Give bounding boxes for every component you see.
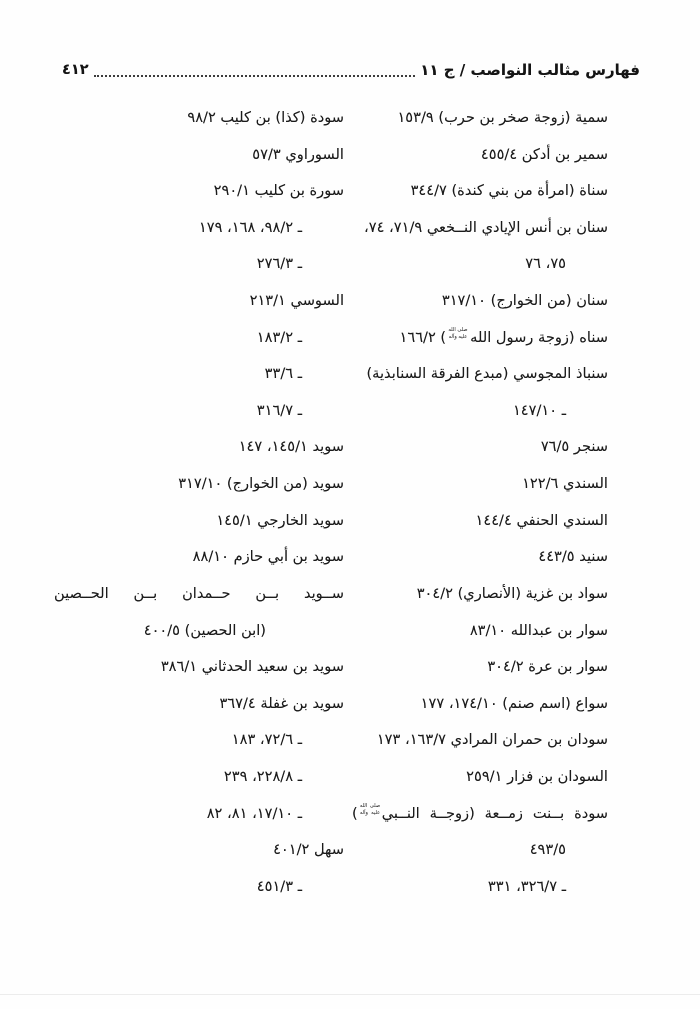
- index-entry: [352, 466, 608, 503]
- entry-text: سمية (زوجة صخر بن حرب) ١٥٣/٩: [397, 109, 608, 126]
- entry-text: سنان (من الخوارج) ٣١٧/١٠: [441, 292, 608, 310]
- index-entry-continuation: [54, 796, 344, 833]
- entry-refs: ـ ٢٢٨/٨، ٢٣٩: [223, 767, 302, 785]
- entry-refs: ـ ١٤٧/١٠: [512, 401, 566, 419]
- entry-text: سواع (اسم صنم) ١٧٤/١٠، ١٧٧: [420, 694, 608, 712]
- index-entry: [352, 429, 608, 466]
- index-entry: [352, 759, 608, 796]
- index-entry: [352, 503, 608, 540]
- entry-text: سودة بــنت زمــعة (زوجــة النــبي: [381, 804, 608, 822]
- index-entry-continuation: [54, 246, 344, 283]
- index-entry-continuation: [54, 759, 344, 796]
- index-entry: [54, 137, 344, 174]
- index-entry-continuation: [352, 246, 608, 283]
- entry-text: ): [352, 804, 358, 822]
- entry-text: سويد الخارجي ١٤٥/١: [216, 511, 344, 529]
- index-entry: [352, 283, 608, 320]
- index-entry-continuation: [54, 356, 344, 393]
- entry-text: سنباذ المجوسي (مبدع الفرقة السنابذية): [366, 365, 608, 383]
- entry-text: سورة بن كليب ٢٩٠/١: [213, 182, 344, 200]
- entry-text: سويد ١٤٥/١، ١٤٧: [238, 438, 344, 456]
- index-entry-continuation: [352, 832, 608, 869]
- index-entry-continuation: [54, 722, 344, 759]
- page-header: [62, 56, 640, 82]
- entry-text: سويد بن غفلة ٣٦٧/٤: [219, 694, 344, 712]
- index-entry: [352, 356, 608, 393]
- entry-refs: ـ ١٨٣/٢: [256, 328, 302, 346]
- index-entry: [54, 100, 344, 137]
- entry-text: سودان بن حمران المرادي ١٦٣/٧، ١٧٣: [376, 731, 608, 749]
- index-entry-continuation: [54, 869, 344, 906]
- entry-text: سويد بن أبي حازم ٨٨/١٠: [192, 548, 344, 566]
- entry-refs: ـ ٩٨/٢، ١٦٨، ١٧٩: [198, 218, 302, 236]
- prophet-honorific-icon: صلى الله عليه وآله: [359, 803, 380, 816]
- entry-text: سويد (من الخوارج) ٣١٧/١٠: [178, 475, 344, 493]
- index-entry-continuation: [54, 210, 344, 247]
- entry-text: (ابن الحصين) ٤٠٠/٥: [143, 621, 266, 639]
- entry-refs: ـ ٣٣/٦: [264, 365, 302, 383]
- entry-text: سواد بن غزية (الأنصاري) ٣٠٤/٢: [416, 584, 608, 602]
- index-entry: [54, 686, 344, 723]
- entry-refs: ٤٩٣/٥: [529, 841, 566, 859]
- index-entry: [352, 686, 608, 723]
- entry-text: سنجر ٧٦/٥: [540, 438, 608, 456]
- index-entry: [352, 576, 608, 613]
- entry-text: سهل ٤٠١/٢: [273, 841, 344, 859]
- index-entry-continuation: [352, 869, 608, 906]
- book-title: فهارس مثالب النواصب / ج ١١: [420, 61, 640, 79]
- index-entry: [352, 210, 608, 247]
- index-entry: [352, 100, 608, 137]
- prophet-honorific-icon: صلى الله عليه وآله: [448, 327, 468, 340]
- entry-refs: ـ ٧٢/٦، ١٨٣: [231, 731, 302, 749]
- entry-refs: ـ ٣٢٦/٧، ٣٣١: [487, 877, 566, 895]
- entry-text: سناة (امرأة من بني كندة) ٣٤٤/٧: [410, 182, 608, 200]
- entry-text: سمير بن أدكن ٤٥٥/٤: [480, 145, 608, 163]
- entry-text: سوار بن عرة ٣٠٤/٢: [487, 658, 608, 676]
- index-column-left: [54, 100, 344, 905]
- index-entry: [352, 137, 608, 174]
- index-entry: [54, 832, 344, 869]
- dotted-leader: [94, 75, 416, 77]
- entry-refs: ـ ٢٧٦/٣: [256, 255, 302, 273]
- index-entry: [54, 466, 344, 503]
- index-entry: [54, 173, 344, 210]
- index-entry: [54, 503, 344, 540]
- index-entry: [352, 539, 608, 576]
- index-entry: [352, 649, 608, 686]
- entry-refs: ) ١٦٦/٢: [399, 328, 447, 346]
- entry-text: سويد بن سعيد الحدثاني ٣٨٦/١: [160, 658, 344, 676]
- index-entry: [54, 649, 344, 686]
- index-entry-continuation: [54, 320, 344, 357]
- scan-edge-line: [0, 994, 700, 995]
- entry-refs: ـ ٤٥١/٣: [256, 877, 302, 895]
- entry-text: سنيد ٤٤٣/٥: [538, 548, 608, 566]
- entry-text: سودة (كذا) بن كليب ٩٨/٢: [187, 109, 344, 126]
- index-entry-continuation: [352, 393, 608, 430]
- entry-refs: ٧٥، ٧٦: [525, 255, 566, 273]
- entry-text: السوسي ٢١٣/١: [249, 292, 344, 310]
- entry-text: سناه (زوجة رسول الله: [470, 328, 608, 346]
- index-column-right: [352, 100, 608, 905]
- entry-text: السندي الحنفي ١٤٤/٤: [475, 511, 608, 529]
- index-entry-continuation: [54, 393, 344, 430]
- entry-text: سوار بن عبدالله ٨٣/١٠: [469, 621, 608, 639]
- index-entry: [54, 576, 344, 613]
- index-entry: [54, 429, 344, 466]
- index-entry-continuation: [54, 613, 344, 650]
- entry-refs: ـ ١٧/١٠، ٨١، ٨٢: [206, 804, 302, 822]
- index-entry: [352, 173, 608, 210]
- entry-text: السندي ١٢٢/٦: [522, 475, 608, 493]
- entry-text: السودان بن فزار ٢٥٩/١: [466, 767, 608, 785]
- entry-text: ســويد بــن حــمدان بــن الحــصين: [54, 584, 344, 602]
- page-number: ٤١٢: [62, 62, 89, 78]
- entry-text: سنان بن أنس الإيادي النــخعي ٧١/٩، ٧٤،: [364, 218, 608, 236]
- index-entry: [54, 283, 344, 320]
- index-entry: [352, 722, 608, 759]
- index-entry: [352, 613, 608, 650]
- index-entry: [352, 320, 608, 357]
- entry-refs: ـ ٣١٦/٧: [256, 401, 302, 419]
- index-entry: [54, 539, 344, 576]
- index-entry: [352, 796, 608, 833]
- entry-text: السوراوي ٥٧/٣: [252, 145, 344, 163]
